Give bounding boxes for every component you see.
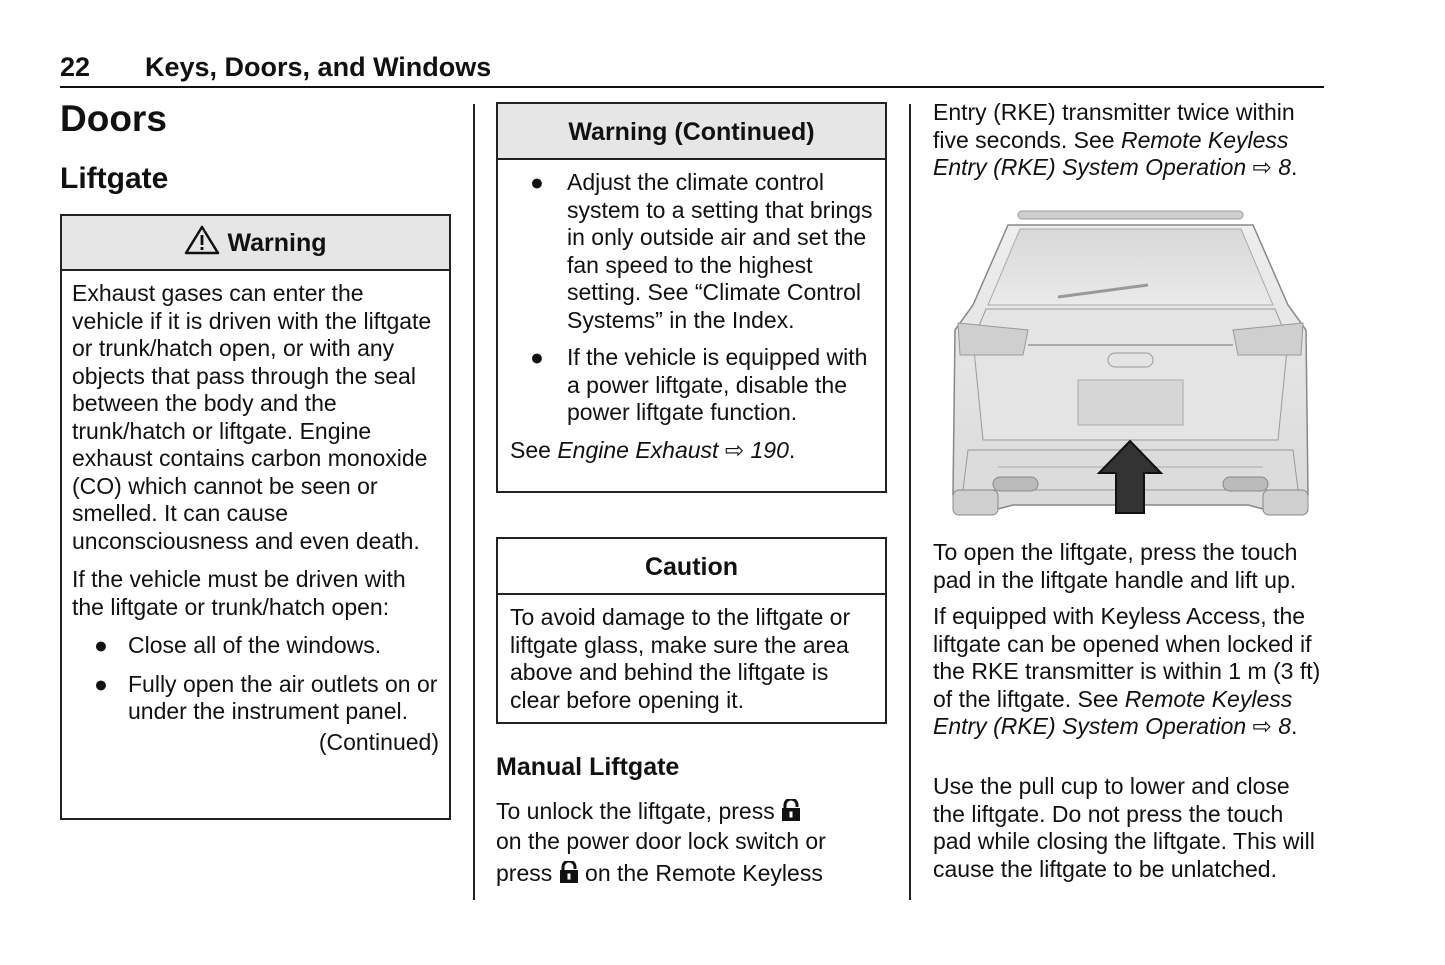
cross-reference-link[interactable]: Remote Keyless Entry (RKE) System Operation [933,685,1293,739]
list-item [72,632,439,660]
continued-label: (Continued) [318,728,439,755]
manual-text-1: To unlock the liftgate, press [496,798,775,824]
unlock-icon [781,799,801,821]
page-arrow-icon: ⇨ [724,436,745,463]
caution-header: Caution [498,539,885,595]
page-arrow-icon: ⇨ [1252,713,1272,739]
manual-liftgate-text [496,798,896,890]
warning-triangle-icon [184,225,220,255]
warning-box [60,214,451,820]
reference-page: 8 [1278,713,1292,739]
unlock-icon [559,861,579,883]
see-reference [510,437,875,465]
bullet-dot: ● [94,670,108,697]
period: . [1291,713,1298,739]
bullet-dot: ● [530,169,544,195]
warning-continued-header: Warning (Continued) [498,104,885,160]
warning-title: Warning [227,229,327,257]
manual-text-2: on the power door lock switch or [496,828,826,854]
manual-text-4: on the Remote Keyless [585,860,823,886]
rke-continuation [933,99,1323,182]
bullet-dot: ● [530,344,544,370]
keyless-text: If equipped with Keyless Access, the liftgate can be opened when locked if the RKE transmitter is within 1 m (3 ft) of the liftgate. See [933,603,1321,712]
manual-text-3: press [496,860,553,886]
page-heading: Doors [60,98,167,139]
list-item-text: Fully open the air outlets on or under the instrument panel. [128,670,438,724]
cross-reference-link[interactable]: Engine Exhaust [557,436,719,463]
caution-text: To avoid damage to the liftgate or liftgate glass, make sure the area above and behind the liftgate is clear before opening it. [510,604,851,713]
reference-page: 8 [1278,154,1292,180]
bullet-dot: ● [94,632,108,658]
warning-paragraph-2: If the vehicle must be driven with the liftgate or trunk/hatch open: [72,566,406,620]
see-prefix: See [510,436,558,463]
warning-paragraph-1: Exhaust gases can enter the vehicle if it is driven with the liftgate or trunk/hatch open, or with any objects that pass through the seal between the body and the trunk/hatch or liftgate. Engine exhaust contains carbon monoxide (CO) which cannot be seen or smelled. It can cause unconsciousness and even death. [72,280,432,554]
period: . [1291,154,1298,180]
page-number: 22 [60,52,91,82]
vehicle-rear-liftgate-illustration [948,205,1313,520]
cross-reference-link[interactable]: Remote Keyless Entry (RKE) System Operation [933,126,1289,180]
reference-page: 190 [750,436,789,463]
list-item [510,169,875,334]
column-divider-1 [473,104,475,900]
section-heading: Liftgate [60,162,169,195]
header-rule [60,86,1324,88]
open-liftgate-text: To open the liftgate, press the touch pad in the liftgate handle and lift up. [933,539,1298,593]
list-item-text: Adjust the climate control system to a setting that brings in only outside air and set the fan speed to the highest setting. See “Climate Control Systems” in the Index. [567,169,873,333]
list-item-text: If the vehicle is equipped with a power liftgate, disable the power liftgate function. [567,344,868,425]
warning-continued-box [496,102,887,493]
list-item [510,344,875,427]
intro-text: Entry (RKE) transmitter twice within five seconds. See [933,99,1295,153]
warning-header [62,216,449,271]
list-item-text: Close all of the windows. [128,632,382,658]
manual-liftgate-heading: Manual Liftgate [496,753,680,781]
page-arrow-icon: ⇨ [1252,154,1272,180]
caution-box [496,537,887,724]
keyless-access-text [933,603,1323,741]
close-liftgate-text: Use the pull cup to lower and close the liftgate. Do not press the touch pad while closing the liftgate. This will cause the liftgate to be unlatched. [933,773,1315,882]
list-item [72,671,439,726]
period: . [788,436,796,463]
section-title: Keys, Doors, and Windows [145,52,492,82]
column-divider-2 [909,104,911,900]
